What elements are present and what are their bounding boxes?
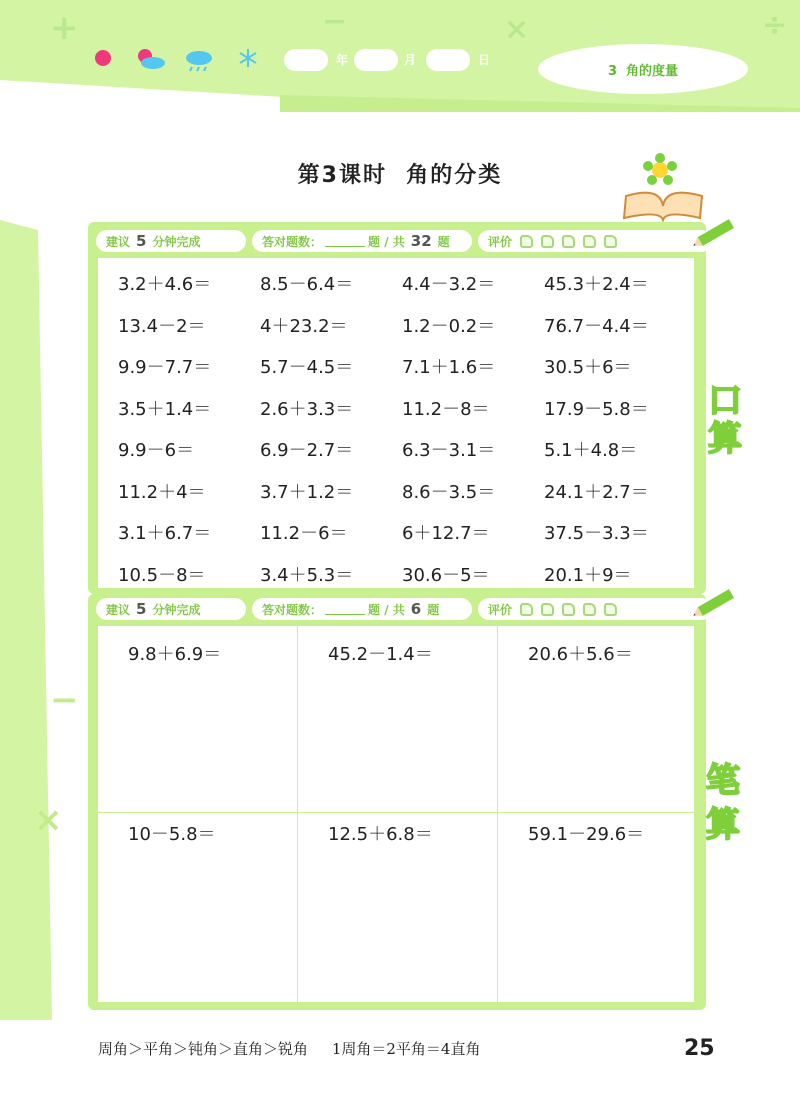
minus-deco-icon: − [322, 4, 348, 39]
written-info-bar [96, 596, 718, 622]
thumb-icon[interactable] [604, 235, 617, 248]
thumb-icon[interactable] [541, 235, 554, 248]
open-book-icon [620, 152, 706, 226]
times-deco-icon: × [504, 12, 530, 47]
mental-problem: 11.2－6＝ [260, 523, 348, 544]
year-label: 年 [336, 53, 349, 67]
mental-problem: 6.3－3.1＝ [402, 440, 496, 461]
correct-count: 答对题数： 题 / 共 32 题 [252, 230, 472, 252]
mental-problem: 17.9－5.8＝ [544, 398, 649, 420]
pencil-icon [690, 216, 740, 254]
minus-deco-icon-left: − [50, 680, 79, 720]
thumb-icon[interactable] [520, 603, 533, 616]
correct-count-field[interactable] [325, 236, 365, 247]
mental-problem: 8.6－3.5＝ [402, 481, 496, 503]
suggest-time: 建议 5 分钟完成 [96, 230, 246, 252]
lesson-title: 第3课时 角的分类 [297, 163, 503, 188]
mental-problem: 8.5－6.4＝ [260, 274, 354, 295]
mental-problem: 4.4－3.2＝ [402, 274, 496, 295]
year-field[interactable] [284, 49, 328, 71]
thumb-icon[interactable] [562, 603, 575, 616]
pencil-icon [690, 586, 740, 624]
grid-divider [98, 812, 694, 813]
plus-deco-icon: + [50, 8, 79, 48]
mental-problem: 9.9－7.7＝ [118, 357, 212, 378]
suggest-time: 建议 5 分钟完成 [96, 598, 246, 620]
grid-divider [497, 626, 498, 1002]
correct-count: 答对题数： 题 / 共 6 题 [252, 598, 472, 620]
left-green-panel [0, 220, 60, 1020]
written-problem: 10－5.8＝ [128, 824, 216, 845]
written-grid [98, 626, 694, 1002]
written-problem: 45.2－1.4＝ [328, 644, 433, 665]
thumb-icon[interactable] [604, 603, 617, 616]
mental-problem: 7.1＋1.6＝ [402, 357, 496, 378]
month-field[interactable] [354, 49, 398, 71]
divide-deco-icon: ÷ [762, 8, 788, 43]
day-field[interactable] [426, 49, 470, 71]
mental-problem: 11.2－8＝ [402, 398, 490, 420]
mental-problem: 13.4－2＝ [118, 315, 206, 337]
thumb-icon[interactable] [541, 603, 554, 616]
mental-problem: 30.6－5＝ [402, 564, 490, 586]
partly-cloudy-icon [136, 48, 166, 75]
written-problem: 20.6＋5.6＝ [528, 644, 633, 665]
footer-note: 周角＞平角＞钝角＞直角＞锐角 1周角＝2平角＝4直角 [98, 1040, 481, 1058]
mental-problem: 30.5＋6＝ [544, 357, 632, 378]
month-label: 月 [404, 53, 417, 67]
mental-problem: 37.5－3.3＝ [544, 523, 649, 544]
written-problem: 12.5＋6.8＝ [328, 824, 433, 845]
mental-problem: 45.3＋2.4＝ [544, 274, 649, 295]
mental-problem: 6＋12.7＝ [402, 523, 490, 544]
grid-divider [297, 626, 298, 1002]
snow-icon [238, 48, 258, 73]
mental-problem: 2.6＋3.3＝ [260, 398, 354, 420]
written-problem: 9.8＋6.9＝ [128, 644, 222, 665]
mental-problem: 5.1＋4.8＝ [544, 440, 638, 461]
times-deco-icon-left: × [34, 800, 63, 840]
chapter-title: 3 角的度量 [607, 63, 679, 79]
mental-problem: 3.7＋1.2＝ [260, 481, 354, 503]
thumb-icon[interactable] [520, 235, 533, 248]
mental-side-label: 口 算 [708, 381, 742, 459]
page-number: 25 [684, 1036, 715, 1061]
thumb-icon[interactable] [583, 603, 596, 616]
written-problem: 59.1－29.6＝ [528, 824, 645, 845]
written-side-label: 笔 算 [706, 761, 740, 845]
mental-info-bar [96, 228, 718, 254]
chapter-badge [538, 44, 748, 94]
day-label: 日 [478, 53, 491, 67]
thumb-icon[interactable] [583, 235, 596, 248]
rainy-icon [184, 48, 214, 77]
mental-problem: 6.9－2.7＝ [260, 440, 354, 461]
correct-count-field[interactable] [325, 604, 365, 615]
mental-problem: 5.7－4.5＝ [260, 357, 354, 378]
thumb-icon[interactable] [562, 235, 575, 248]
mental-problem: 4＋23.2＝ [260, 315, 348, 337]
mental-problem: 9.9－6＝ [118, 440, 195, 461]
mental-problem: 10.5－8＝ [118, 564, 206, 586]
rating: 评价 [478, 598, 712, 620]
mental-problem: 76.7－4.4＝ [544, 315, 649, 337]
rating: 评价 [478, 230, 712, 252]
mental-problem: 1.2－0.2＝ [402, 315, 496, 337]
mental-problem: 3.4＋5.3＝ [260, 564, 354, 586]
mental-problem: 3.2＋4.6＝ [118, 274, 212, 295]
mental-problem: 20.1＋9＝ [544, 564, 632, 586]
sunny-icon [94, 48, 112, 72]
mental-problem: 11.2＋4＝ [118, 481, 206, 503]
mental-problem: 3.5＋1.4＝ [118, 398, 212, 420]
mental-problem: 24.1＋2.7＝ [544, 481, 649, 503]
mental-problem: 3.1＋6.7＝ [118, 523, 212, 544]
